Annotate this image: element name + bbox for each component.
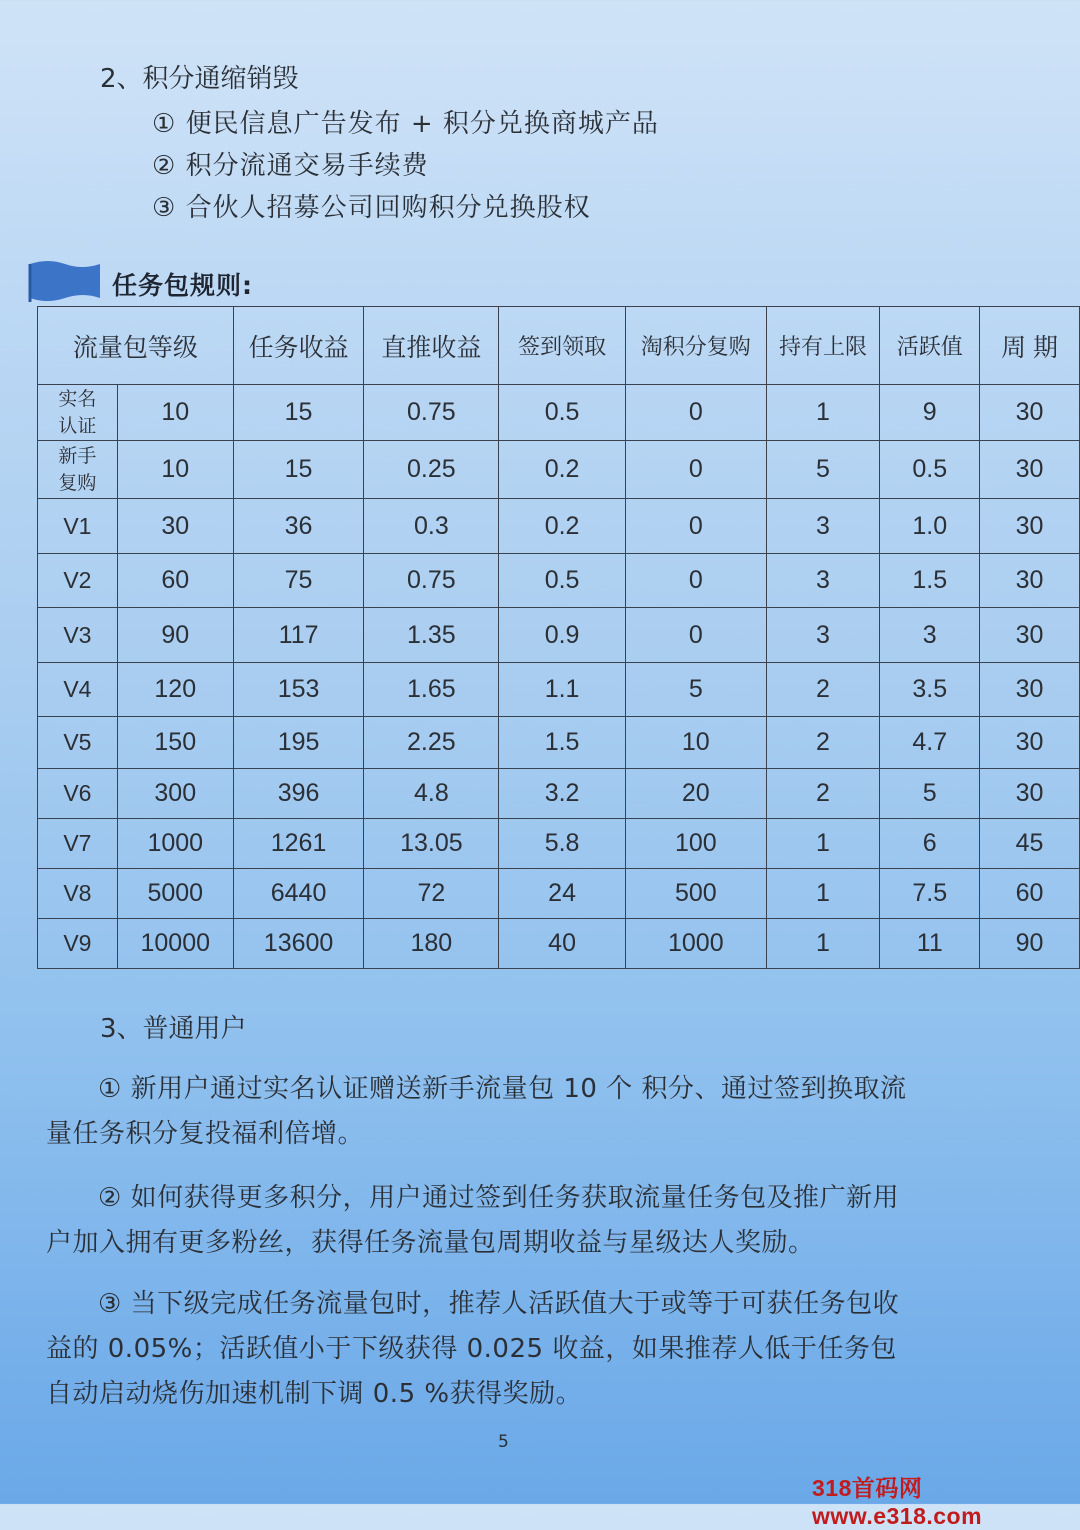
value-cell: 0.5 — [499, 385, 626, 441]
table-row — [38, 869, 1080, 919]
value-cell: 60 — [117, 554, 233, 608]
value-cell: 30 — [980, 608, 1080, 663]
value-cell: 1.0 — [880, 499, 980, 554]
table-row — [38, 663, 1080, 717]
value-cell: 11 — [880, 919, 980, 969]
value-cell: 500 — [625, 869, 766, 919]
paragraph-3 — [46, 1282, 916, 1417]
value-cell: 117 — [233, 608, 364, 663]
value-cell: 3 — [880, 608, 980, 663]
value-cell: 30 — [980, 385, 1080, 441]
value-cell: 1000 — [117, 819, 233, 869]
value-cell: 5.8 — [499, 819, 626, 869]
section-2-item-1: ① 便民信息广告发布 + 积分兑换商城产品 — [152, 109, 659, 139]
value-cell: 153 — [233, 663, 364, 717]
header-activity: 活跃值 — [880, 307, 980, 385]
section-2-title: 2、积分通缩销毁 — [100, 64, 299, 94]
value-cell: 3 — [766, 499, 880, 554]
value-cell: 6440 — [233, 869, 364, 919]
header-period: 周 期 — [980, 307, 1080, 385]
value-cell: 180 — [364, 919, 499, 969]
value-cell: 3 — [766, 554, 880, 608]
value-cell: 30 — [980, 554, 1080, 608]
value-cell: 75 — [233, 554, 364, 608]
value-cell: 40 — [499, 919, 626, 969]
value-cell: 0 — [625, 385, 766, 441]
paragraph-2 — [46, 1176, 916, 1266]
value-cell: 2.25 — [364, 717, 499, 769]
level-cell: V5 — [38, 717, 118, 769]
value-cell: 1.1 — [499, 663, 626, 717]
level-cell: 新手 复购 — [38, 441, 118, 499]
value-cell: 13600 — [233, 919, 364, 969]
value-cell: 10000 — [117, 919, 233, 969]
value-cell: 72 — [364, 869, 499, 919]
value-cell: 10 — [117, 385, 233, 441]
table-row — [38, 769, 1080, 819]
value-cell: 30 — [980, 663, 1080, 717]
value-cell: 24 — [499, 869, 626, 919]
table-row — [38, 499, 1080, 554]
value-cell: 4.7 — [880, 717, 980, 769]
value-cell: 90 — [980, 919, 1080, 969]
level-cell: V8 — [38, 869, 118, 919]
paragraph-2-text: ② 如何获得更多积分，用户通过签到任务获取流量任务包及推广新用户加入拥有更多粉丝，获得任务流量包周期收益与星级达人奖励。 — [46, 1183, 900, 1258]
paragraph-1-text: ① 新用户通过实名认证赠送新手流量包 10 个 积分、通过签到换取流量任务积分复投福利倍增。 — [46, 1074, 907, 1149]
section-2-item-3: ③ 合伙人招募公司回购积分兑换股权 — [152, 193, 591, 223]
value-cell: 30 — [980, 717, 1080, 769]
value-cell: 10 — [117, 441, 233, 499]
value-cell: 0.2 — [499, 441, 626, 499]
value-cell: 90 — [117, 608, 233, 663]
value-cell: 1.65 — [364, 663, 499, 717]
value-cell: 0.25 — [364, 441, 499, 499]
value-cell: 120 — [117, 663, 233, 717]
page-number: 5 — [498, 1432, 509, 1452]
value-cell: 0.75 — [364, 385, 499, 441]
value-cell: 396 — [233, 769, 364, 819]
value-cell: 1.35 — [364, 608, 499, 663]
value-cell: 10 — [625, 717, 766, 769]
level-cell: V3 — [38, 608, 118, 663]
table-row — [38, 717, 1080, 769]
value-cell: 3.5 — [880, 663, 980, 717]
level-cell: 实名 认证 — [38, 385, 118, 441]
value-cell: 2 — [766, 769, 880, 819]
value-cell: 60 — [980, 869, 1080, 919]
value-cell: 0 — [625, 499, 766, 554]
value-cell: 1 — [766, 919, 880, 969]
value-cell: 2 — [766, 663, 880, 717]
value-cell: 30 — [980, 441, 1080, 499]
paragraph-1 — [46, 1067, 916, 1157]
value-cell: 0.5 — [499, 554, 626, 608]
value-cell: 3.2 — [499, 769, 626, 819]
header-task-income: 任务收益 — [233, 307, 364, 385]
value-cell: 0 — [625, 608, 766, 663]
value-cell: 7.5 — [880, 869, 980, 919]
value-cell: 4.8 — [364, 769, 499, 819]
value-cell: 20 — [625, 769, 766, 819]
header-referral-income: 直推收益 — [364, 307, 499, 385]
value-cell: 0.3 — [364, 499, 499, 554]
value-cell: 2 — [766, 717, 880, 769]
level-cell: V7 — [38, 819, 118, 869]
paragraph-3-text: ③ 当下级完成任务流量包时，推荐人活跃值大于或等于可获任务包收益的 0.05%；活跃值小于下级获得 0.025 收益，如果推荐人低于任务包自动启动烧伤加速机制下调 0.5 %获得奖励。 — [46, 1289, 900, 1409]
value-cell: 0.75 — [364, 554, 499, 608]
table-row — [38, 819, 1080, 869]
value-cell: 5 — [625, 663, 766, 717]
value-cell: 36 — [233, 499, 364, 554]
table-row — [38, 919, 1080, 969]
header-repurchase: 淘积分复购 — [625, 307, 766, 385]
value-cell: 1 — [766, 819, 880, 869]
value-cell: 5000 — [117, 869, 233, 919]
value-cell: 5 — [766, 441, 880, 499]
rules-table — [37, 306, 1080, 969]
value-cell: 1 — [766, 385, 880, 441]
flag-icon — [28, 258, 102, 304]
value-cell: 0 — [625, 441, 766, 499]
table-row — [38, 441, 1080, 499]
table-row — [38, 608, 1080, 663]
value-cell: 300 — [117, 769, 233, 819]
value-cell: 3 — [766, 608, 880, 663]
value-cell: 1000 — [625, 919, 766, 969]
rules-title: 任务包规则: — [112, 271, 253, 300]
level-cell: V2 — [38, 554, 118, 608]
level-cell: V6 — [38, 769, 118, 819]
header-level: 流量包等级 — [38, 307, 234, 385]
value-cell: 45 — [980, 819, 1080, 869]
value-cell: 13.05 — [364, 819, 499, 869]
value-cell: 15 — [233, 385, 364, 441]
value-cell: 0.2 — [499, 499, 626, 554]
value-cell: 15 — [233, 441, 364, 499]
value-cell: 1.5 — [499, 717, 626, 769]
value-cell: 0 — [625, 554, 766, 608]
watermark: 318首码网 www.e318.com — [812, 1475, 983, 1529]
value-cell: 6 — [880, 819, 980, 869]
value-cell: 30 — [117, 499, 233, 554]
value-cell: 0.9 — [499, 608, 626, 663]
value-cell: 1.5 — [880, 554, 980, 608]
value-cell: 30 — [980, 499, 1080, 554]
value-cell: 0.5 — [880, 441, 980, 499]
value-cell: 5 — [880, 769, 980, 819]
section-3-title: 3、普通用户 — [100, 1014, 247, 1044]
level-cell: V1 — [38, 499, 118, 554]
table-header-row — [38, 307, 1080, 385]
value-cell: 1 — [766, 869, 880, 919]
header-checkin: 签到领取 — [499, 307, 626, 385]
value-cell: 150 — [117, 717, 233, 769]
value-cell: 195 — [233, 717, 364, 769]
level-cell: V4 — [38, 663, 118, 717]
value-cell: 30 — [980, 769, 1080, 819]
section-2-item-2: ② 积分流通交易手续费 — [152, 151, 429, 181]
table-row — [38, 385, 1080, 441]
header-holding-limit: 持有上限 — [766, 307, 880, 385]
table-row — [38, 554, 1080, 608]
level-cell: V9 — [38, 919, 118, 969]
value-cell: 9 — [880, 385, 980, 441]
value-cell: 1261 — [233, 819, 364, 869]
value-cell: 100 — [625, 819, 766, 869]
